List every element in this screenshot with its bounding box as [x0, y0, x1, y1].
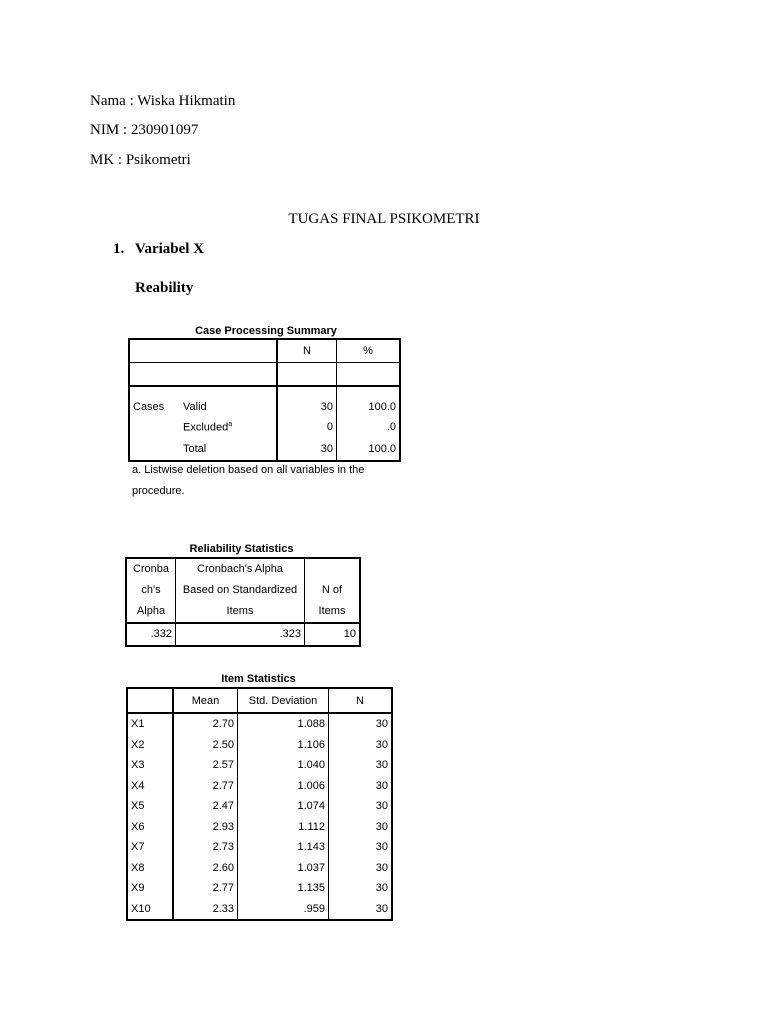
footnote-marker: a — [228, 420, 233, 428]
table-header-row — [127, 688, 392, 713]
table-row — [127, 899, 392, 921]
col-header-n: N — [329, 688, 393, 713]
item-statistics-table — [126, 687, 393, 921]
table-footnote-line1: a. Listwise deletion based on all variables in the — [132, 464, 365, 476]
table-row — [127, 837, 392, 858]
cell-n: 30 — [329, 796, 393, 817]
cell-mean: 2.57 — [173, 755, 238, 776]
table-row — [126, 623, 360, 646]
document-title: TUGAS FINAL PSIKOMETRI — [288, 211, 480, 227]
cell-pct: 100.0 — [337, 386, 401, 416]
cell-n: 30 — [329, 817, 393, 838]
table-row — [127, 713, 392, 735]
section-label: Variabel X — [135, 241, 205, 257]
cell-item: X4 — [131, 779, 145, 792]
cell-sd: 1.088 — [238, 713, 329, 735]
cell-item: X10 — [131, 902, 151, 915]
cell-mean: 2.93 — [173, 817, 238, 838]
col-header-n: N — [277, 339, 337, 363]
cell-n-items: 10 — [305, 623, 361, 646]
table-row — [127, 878, 392, 899]
cell-n: 0 — [277, 416, 337, 438]
subsection-heading: Reability — [135, 280, 194, 296]
col-header-n-items — [305, 558, 361, 623]
col-header-alpha — [126, 558, 176, 623]
col-header-mean: Mean — [173, 688, 238, 713]
row-group-label: Cases — [133, 401, 165, 413]
cell-sd: 1.006 — [238, 776, 329, 797]
row-label: Valid — [183, 401, 207, 413]
table-footnote-line2: procedure. — [132, 485, 185, 497]
header-text: Based on Standardized — [182, 584, 298, 596]
section-heading — [113, 241, 204, 258]
col-header-std-alpha — [176, 558, 305, 623]
cell-item: X6 — [131, 820, 145, 833]
header-text: N of — [321, 584, 343, 596]
table-header-row — [129, 339, 400, 363]
cell-mean: 2.47 — [173, 796, 238, 817]
table-row — [127, 776, 392, 797]
cell-sd: 1.040 — [238, 755, 329, 776]
cell-n: 30 — [329, 837, 393, 858]
cell-item: X8 — [131, 861, 145, 874]
cell-std-alpha: .323 — [176, 623, 305, 646]
cell-mean: 2.33 — [173, 899, 238, 921]
table-header-spacer — [129, 363, 400, 387]
cell-sd: .959 — [238, 899, 329, 921]
section-number: 1. — [113, 241, 125, 257]
item-statistics-caption: Item Statistics — [221, 673, 296, 685]
row-label-text: Excluded — [183, 421, 229, 434]
cell-mean: 2.60 — [173, 858, 238, 879]
cell-n: 30 — [277, 386, 337, 416]
cell-mean: 2.50 — [173, 735, 238, 756]
cell-item: X9 — [131, 882, 145, 895]
student-name: Nama : Wiska Hikmatin — [90, 93, 236, 109]
case-processing-caption: Case Processing Summary — [195, 325, 337, 337]
row-label — [180, 416, 277, 438]
cell-sd: 1.135 — [238, 878, 329, 899]
case-processing-table — [128, 338, 401, 462]
cell-n: 30 — [277, 438, 337, 461]
cell-pct: 100.0 — [337, 438, 401, 461]
cell-mean: 2.77 — [173, 776, 238, 797]
table-header-row — [126, 558, 360, 623]
header-text: Cronba — [132, 563, 170, 575]
course-name: MK : Psikometri — [90, 152, 191, 168]
cell-item: X5 — [131, 800, 145, 813]
header-text: Cronbach's Alpha — [197, 563, 283, 575]
cell-item: X7 — [131, 841, 145, 854]
table-row — [127, 755, 392, 776]
cell-n: 30 — [329, 755, 393, 776]
student-nim: NIM : 230901097 — [90, 122, 199, 138]
cell-n: 30 — [329, 713, 393, 735]
header-text: Items — [318, 605, 346, 617]
header-text: Alpha — [136, 605, 166, 617]
row-label: Total — [183, 443, 207, 455]
table-row — [127, 858, 392, 879]
cell-n: 30 — [329, 776, 393, 797]
cell-n: 30 — [329, 878, 393, 899]
table-row — [129, 438, 400, 461]
cell-n: 30 — [329, 735, 393, 756]
cell-sd: 1.037 — [238, 858, 329, 879]
cell-sd: 1.106 — [238, 735, 329, 756]
table-row — [127, 817, 392, 838]
table-row — [129, 416, 400, 438]
table-row — [129, 386, 400, 416]
reliability-caption: Reliability Statistics — [189, 543, 294, 555]
cell-mean: 2.70 — [173, 713, 238, 735]
cell-item: X2 — [131, 738, 145, 751]
table-row — [127, 735, 392, 756]
cell-sd: 1.112 — [238, 817, 329, 838]
table-row — [127, 796, 392, 817]
cell-n: 30 — [329, 899, 393, 921]
cell-item: X1 — [131, 718, 145, 731]
cell-pct: .0 — [337, 416, 401, 438]
cell-n: 30 — [329, 858, 393, 879]
col-header-pct: % — [337, 339, 401, 363]
cell-mean: 2.73 — [173, 837, 238, 858]
header-text: ch's — [141, 584, 161, 596]
col-header-sd: Std. Deviation — [238, 688, 329, 713]
cell-sd: 1.074 — [238, 796, 329, 817]
cell-mean: 2.77 — [173, 878, 238, 899]
cell-alpha: .332 — [150, 628, 172, 640]
cell-item: X3 — [131, 759, 145, 772]
reliability-table — [125, 557, 361, 647]
cell-sd: 1.143 — [238, 837, 329, 858]
header-text: Items — [226, 605, 254, 617]
